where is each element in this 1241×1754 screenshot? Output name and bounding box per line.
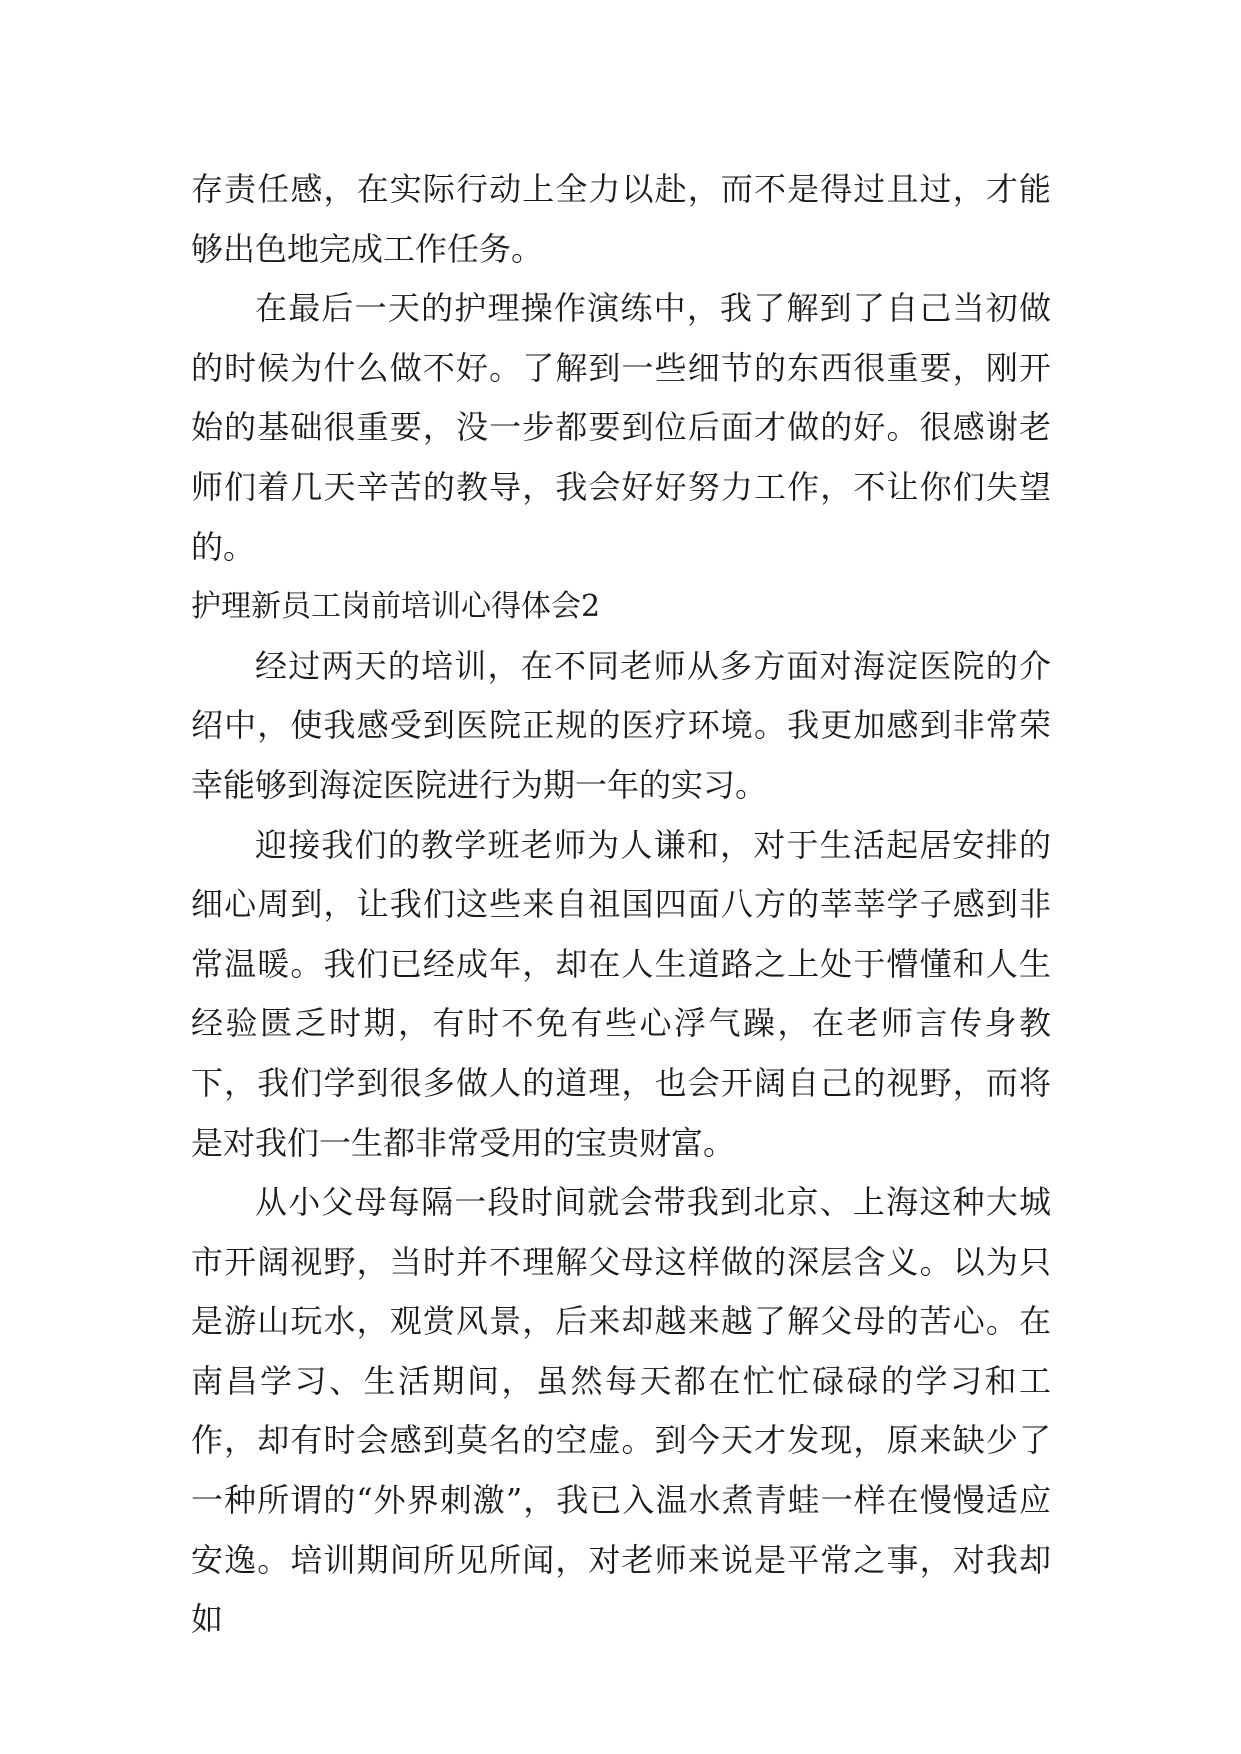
section-heading: 护理新员工岗前培训心得体会2 <box>191 589 601 625</box>
document-body <box>191 160 1051 1650</box>
paragraph: 从小父母每隔一段时间就会带我到北京、上海这种大城市开阔视野，当时并不理解父母这样做的深层含义。以为只是游山玩水，观赏风景，后来却越来越了解父母的苦心。在南昌学习、生活期间，虽然每天都在忙忙碌碌的学习和工作，却有时会感到莫名的空虚。到今天才发现，原来缺少了一种所谓的“外界刺激”，我已入温水煮青蛙一样在慢慢适应安逸。培训期间所见所闻，对老师来说是平常之事，对我却如 <box>191 1183 1051 1639</box>
paragraph: 在最后一天的护理操作演练中，我了解到了自己当初做的时候为什么做不好。了解到一些细节的东西很重要，刚开始的基础很重要，没一步都要到位后面才做的好。很感谢老师们着几天辛苦的教导，我会好好努力工作，不让你们失望的。 <box>191 289 1051 566</box>
paragraph-continuation: 存责任感，在实际行动上全力以赴，而不是得过且过，才能够出色地完成工作任务。 <box>191 170 1051 268</box>
paragraph: 迎接我们的教学班老师为人谦和，对于生活起居安排的细心周到，让我们这些来自祖国四面八方的莘莘学子感到非常温暖。我们已经成年，却在人生道路之上处于懵懂和人生经验匮乏时期，有时不免有些心浮气躁，在老师言传身教下，我们学到很多做人的道理，也会开阔自己的视野，而将是对我们一生都非常受用的宝贵财富。 <box>191 825 1051 1162</box>
paragraph: 经过两天的培训，在不同老师从多方面对海淀医院的介绍中，使我感受到医院正规的医疗环境。我更加感到非常荣幸能够到海淀医院进行为期一年的实习。 <box>191 646 1051 804</box>
